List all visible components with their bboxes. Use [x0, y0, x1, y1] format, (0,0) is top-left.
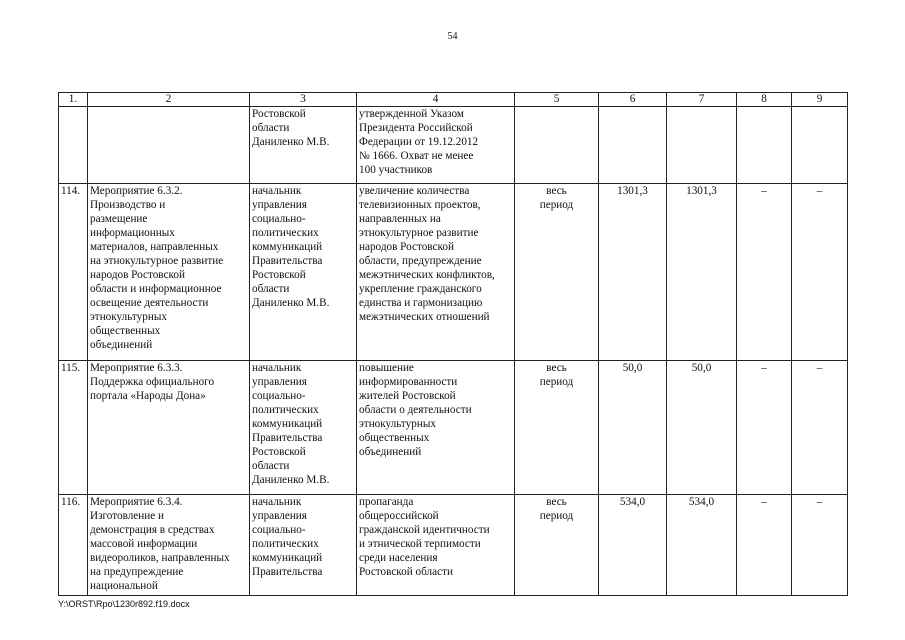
- measure-cell: [88, 107, 250, 184]
- value-cell: [667, 107, 737, 184]
- measure-cell: Мероприятие 6.3.3. Поддержка официального портала «Народы Дона»: [88, 361, 250, 495]
- row-number: 115.: [59, 361, 88, 495]
- value-cell: 534,0: [667, 495, 737, 596]
- result-cell: увеличение количества телевизионных проектов, направленных на этнокультурное развитие народов Ростовской области, предупреждение межэтнических конфликтов, укрепление гражданского единства и гармонизацию межэтнических отношений: [357, 184, 515, 361]
- column-header: 7: [667, 93, 737, 107]
- result-cell: повышение информированности жителей Ростовской области о деятельности этнокультурных общественных объединений: [357, 361, 515, 495]
- footer-file-path: Y:\ORST\Rpo\1230r892.f19.docx: [58, 599, 190, 609]
- row-number: [59, 107, 88, 184]
- result-cell: пропаганда общероссийской гражданской идентичности и этнической терпимости среди населения Ростовской области: [357, 495, 515, 596]
- value-cell: [737, 107, 792, 184]
- period-cell: весь период: [515, 495, 599, 596]
- column-header: 9: [792, 93, 848, 107]
- value-cell: 50,0: [599, 361, 667, 495]
- period-cell: [515, 107, 599, 184]
- value-cell: [599, 107, 667, 184]
- responsible-cell: Ростовской области Даниленко М.В.: [250, 107, 357, 184]
- table-row: [59, 107, 848, 184]
- table-row: [59, 184, 848, 361]
- value-cell: 50,0: [667, 361, 737, 495]
- value-cell: –: [737, 184, 792, 361]
- value-cell: –: [792, 495, 848, 596]
- value-cell: –: [792, 361, 848, 495]
- value-cell: –: [737, 361, 792, 495]
- value-cell: –: [737, 495, 792, 596]
- responsible-cell: начальник управления социально- политических коммуникаций Правительства Ростовской области Даниленко М.В.: [250, 361, 357, 495]
- column-header: 8: [737, 93, 792, 107]
- column-header: 2: [88, 93, 250, 107]
- value-cell: 1301,3: [599, 184, 667, 361]
- row-number: 114.: [59, 184, 88, 361]
- column-header: 4: [357, 93, 515, 107]
- period-cell: весь период: [515, 361, 599, 495]
- column-header: 6: [599, 93, 667, 107]
- responsible-cell: начальник управления социально- политических коммуникаций Правительства Ростовской области Даниленко М.В.: [250, 184, 357, 361]
- value-cell: 534,0: [599, 495, 667, 596]
- value-cell: –: [792, 184, 848, 361]
- table-row: [59, 361, 848, 495]
- page-number: 54: [447, 31, 458, 42]
- period-cell: весь период: [515, 184, 599, 361]
- value-cell: [792, 107, 848, 184]
- column-header: 1.: [59, 93, 88, 107]
- row-number: 116.: [59, 495, 88, 596]
- measure-cell: Мероприятие 6.3.4. Изготовление и демонстрация в средствах массовой информации видеороликов, направленных на предупреждение национальной: [88, 495, 250, 596]
- responsible-cell: начальник управления социально- политических коммуникаций Правительства: [250, 495, 357, 596]
- result-cell: утвержденной Указом Президента Российской Федерации от 19.12.2012 № 1666. Охват не менее 100 участников: [357, 107, 515, 184]
- document-table: [58, 92, 848, 596]
- measure-cell: Мероприятие 6.3.2. Производство и размещение информационных материалов, направленных на этнокультурное развитие народов Ростовской области и информационное освещение деятельности этнокультурных общественных объединений: [88, 184, 250, 361]
- table-row: [59, 495, 848, 596]
- table-header-row: [59, 93, 848, 107]
- column-header: 3: [250, 93, 357, 107]
- value-cell: 1301,3: [667, 184, 737, 361]
- column-header: 5: [515, 93, 599, 107]
